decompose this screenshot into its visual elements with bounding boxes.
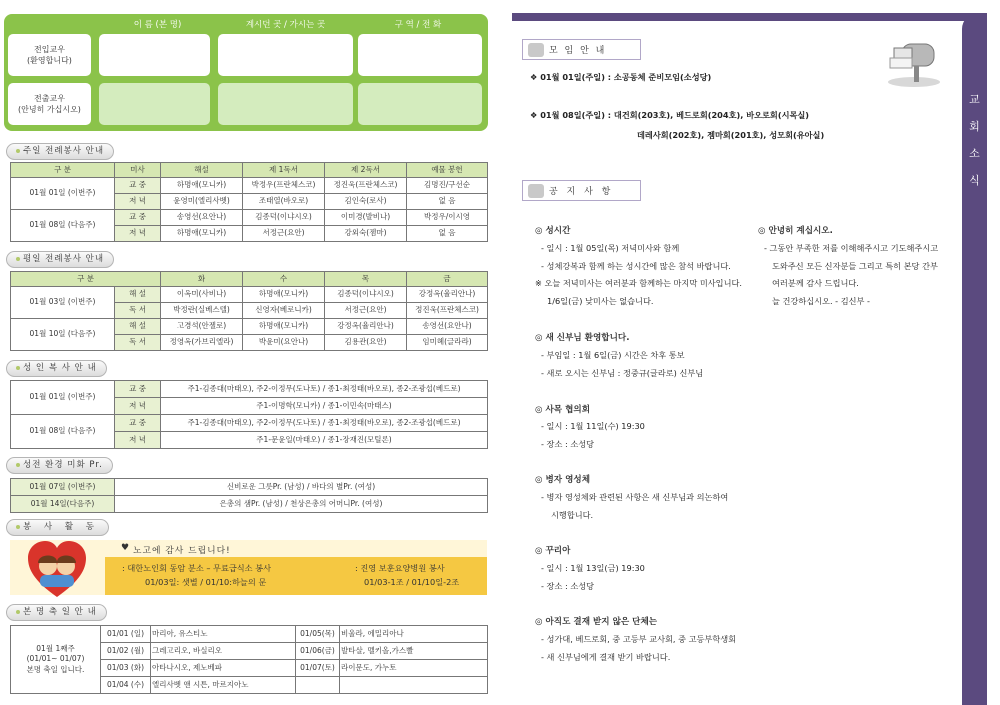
- table-cell: 박정란(실베스텔): [161, 303, 243, 319]
- table-cell: 이미경(발비나): [325, 210, 407, 226]
- welcome-label-in: 전입교우 (환영합니다): [8, 34, 91, 76]
- welcome-header-place: 계시던 곳 / 가시는 곳: [245, 20, 326, 30]
- table-cell: 저 녁: [115, 194, 161, 210]
- notice-line: - 새 신부님에게 결재 받기 바랍니다.: [541, 652, 671, 662]
- table-cell: 김인숙(로사): [325, 194, 407, 210]
- table-cell: 저 녁: [115, 432, 161, 449]
- weekday-col-header: 구 분: [11, 272, 161, 287]
- table-cell: 독 서: [115, 303, 161, 319]
- table-row-date: 01월 03일 (이번주): [11, 287, 115, 319]
- table-cell: 마리아, 유스티노: [151, 626, 296, 643]
- notice-line: - 장소 : 소성당: [541, 581, 595, 591]
- welcome-in-place[interactable]: [218, 34, 353, 76]
- sunday-col-header: 제 1독서: [243, 163, 325, 178]
- table-cell: 01/01 (일): [101, 626, 151, 643]
- table-cell: 박정우(프란체스코): [243, 178, 325, 194]
- table-cell: 01/07(토): [296, 660, 340, 677]
- table-cell: 신영자(베로니카): [243, 303, 325, 319]
- table-cell: 교 중: [115, 415, 161, 432]
- service-section-title: 봉 사 활 동: [6, 519, 109, 536]
- welcome-in-contact[interactable]: [358, 34, 482, 76]
- welcome-label-out: 전출교우 (안녕히 가십시오): [8, 83, 91, 125]
- meeting-item: ❖ 01월 01일(주일) : 소공동체 준비모임(소성당): [530, 72, 712, 82]
- table-cell: 송영선(요안나): [161, 210, 243, 226]
- notice-line: - 성체강복과 함께 하는 성시간에 많은 참석 바랍니다.: [541, 261, 731, 271]
- notice-line: 여러분께 감사 드립니다.: [772, 278, 859, 288]
- service-left-title: : 대한노인회 동암 분소 – 무료급식소 봉사: [122, 563, 272, 573]
- table-cell: 하명애(모니카): [161, 226, 243, 242]
- mailbox-icon: [884, 32, 946, 90]
- sunday-col-header: 해설: [161, 163, 243, 178]
- table-cell: 01/05(목): [296, 626, 340, 643]
- table-cell: 김용관(요안): [325, 335, 407, 351]
- table-cell: 서정근(요안): [325, 303, 407, 319]
- table-cell: 박윤미(요안나): [243, 335, 325, 351]
- altar-section-title: 성 인 복 사 안 내: [6, 360, 107, 377]
- table-row-date: 01월 07일 (이번주): [11, 479, 115, 496]
- table-cell: 하명애(모니카): [161, 178, 243, 194]
- notice-line: - 일시 : 1월 13일(금) 19:30: [541, 563, 645, 573]
- sunday-section-title: 주일 전례봉사 안내: [6, 143, 114, 160]
- heart-bullet-icon: ♥: [121, 543, 130, 553]
- table-cell: 교 중: [115, 381, 161, 398]
- top-purple-bar: [512, 13, 987, 21]
- welcome-out-contact[interactable]: [358, 83, 482, 125]
- table-cell: 강외숙(젬마): [325, 226, 407, 242]
- table-cell: 01/04 (수): [101, 677, 151, 694]
- table-row-date: 01월 08일 (다음주): [11, 415, 115, 449]
- table-row-date: 01월 01일 (이번주): [11, 178, 115, 210]
- table-cell: 발타살, 멜키올,가스빨: [340, 643, 488, 660]
- welcome-out-name[interactable]: [99, 83, 210, 125]
- weekday-col-header: 화: [161, 272, 243, 287]
- notice-line: - 새로 오시는 신부님 : 정중규(글라로) 신부님: [541, 368, 704, 378]
- table-cell: 송영선(요안나): [407, 319, 488, 335]
- table-row-date: 01월 01일 (이번주): [11, 381, 115, 415]
- table-cell: 강정옥(율리안나): [325, 319, 407, 335]
- welcome-in-name[interactable]: [99, 34, 210, 76]
- notice-line: - 일시 : 1월 05일(목) 저녁미사와 함께: [541, 243, 680, 253]
- table-cell: 해 설: [115, 319, 161, 335]
- table-cell: 해 설: [115, 287, 161, 303]
- notice-line: - 장소 : 소성당: [541, 439, 595, 449]
- notice-line: 늘 건강하십시오. - 김신부 -: [772, 296, 871, 306]
- diamond-icon: ❖: [530, 72, 541, 82]
- table-cell: 김명진/구선순: [407, 178, 488, 194]
- welcome-header-name: 이 름 (본 명): [133, 20, 182, 30]
- feast-table: [10, 625, 488, 694]
- table-cell: 정진욱(프란체스코): [325, 178, 407, 194]
- service-right-title: : 진영 보훈요양병원 봉사: [355, 563, 445, 573]
- table-cell: 서정근(요안): [243, 226, 325, 242]
- table-cell: 엘리사벳 앤 시튼, 마르지아노: [151, 677, 296, 694]
- table-cell: 교 중: [115, 210, 161, 226]
- table-cell: 주1-이명학(모니카) / 종1-이민속(마태스): [161, 398, 488, 415]
- diamond-icon: ❖: [530, 110, 541, 120]
- table-cell: 01/06(금): [296, 643, 340, 660]
- weekday-section-title: 평일 전례봉사 안내: [6, 251, 114, 268]
- table-cell: 정영옥(가브리엘라): [161, 335, 243, 351]
- table-cell: 독 서: [115, 335, 161, 351]
- notice-line: - 일시 : 1월 11일(수) 19:30: [541, 421, 645, 431]
- notice-line: 시행합니다.: [551, 510, 594, 520]
- weekday-col-header: 수: [243, 272, 325, 287]
- notice-heading: ◎ 병자 영성체: [535, 475, 590, 485]
- table-cell: 저 녁: [115, 226, 161, 242]
- table-cell: 01/02 (월): [101, 643, 151, 660]
- notice-line: 1/6일(금) 낮미사는 없습니다.: [547, 296, 654, 306]
- table-cell: 교 중: [115, 178, 161, 194]
- notice-line: - 병자 영성체와 관련된 사항은 새 신부님과 의논하여: [541, 492, 729, 502]
- table-cell: 은총의 샘Pr. (남성) / 천상은총의 어머니Pr. (여성): [115, 496, 488, 513]
- altar-table: [10, 380, 488, 449]
- table-cell: 그레고리오, 바실리오: [151, 643, 296, 660]
- table-cell: 박정우/이시영: [407, 210, 488, 226]
- notice-line: - 그동안 부족한 저를 이해해주시고 기도해주시고: [764, 243, 939, 253]
- notice-line: 도와주신 모든 신자분들 그리고 특히 본당 간부: [772, 261, 938, 271]
- table-cell: 주1-김종대(마태오), 주2-이정무(도나토) / 종1-최정태(바오로), 종2-조광섭(베드로): [161, 415, 488, 432]
- table-cell: 주1-문윤일(마태오) / 종1-장재진(모틸론): [161, 432, 488, 449]
- table-cell: 조태열(바오로): [243, 194, 325, 210]
- notice-heading: ◎ 안녕히 계십시오.: [758, 226, 833, 236]
- table-cell: 윤영미(엘리사벳): [161, 194, 243, 210]
- weekday-col-header: 금: [407, 272, 488, 287]
- notice-heading: ◎ 사목 협의회: [535, 405, 590, 415]
- notice-heading: ◎ 성시간: [535, 226, 571, 236]
- table-cell: 01/03 (화): [101, 660, 151, 677]
- notice-title-icon: [528, 184, 544, 198]
- table-cell: 하명애(모니카): [243, 319, 325, 335]
- service-right-sub: 01/03-1조 / 01/10일-2조: [364, 577, 460, 587]
- table-cell: [340, 677, 488, 694]
- welcome-header-contact: 구 역 / 전 화: [394, 20, 442, 30]
- meeting-title: 모 임 안 내: [522, 39, 641, 60]
- meeting-title-icon: [528, 43, 544, 57]
- table-cell: 정진욱(프란체스코): [407, 303, 488, 319]
- table-row-date: 01월 10일 (다음주): [11, 319, 115, 351]
- table-cell: 고경석(안젤로): [161, 319, 243, 335]
- table-cell: 강정옥(율리안나): [407, 287, 488, 303]
- table-cell: 신비로운 그릇Pr. (남성) / 바다의 별Pr. (여성): [115, 479, 488, 496]
- weekday-col-header: 목: [325, 272, 407, 287]
- service-thanks: 노고에 감사 드립니다!: [133, 546, 231, 556]
- feast-week-label: 01월 1째주 (01/01~ 01/07) 본명 축일 입니다.: [11, 626, 101, 694]
- table-cell: 주1-김종대(마태오), 주2-이정무(도나토) / 종1-최정태(바오로), 종2-조광섭(베드로): [161, 381, 488, 398]
- notice-heading: ◎ 새 신부님 환영합니다.: [535, 333, 630, 343]
- table-cell: 하명애(모니카): [243, 287, 325, 303]
- sunday-col-header: 구 분: [11, 163, 115, 178]
- sunday-col-header: 미사: [115, 163, 161, 178]
- table-row-date: 01월 08일 (다음주): [11, 210, 115, 242]
- adoration-section-title: 성전 환경 미화 Pr.: [6, 457, 113, 474]
- meeting-item: ❖ 01월 08일(주일) : 대건회(203호), 베드로회(204호), 바오로회(시목실): [530, 110, 810, 120]
- side-title: 교 회 소 식: [969, 93, 980, 187]
- table-cell: 임미혜(글라라): [407, 335, 488, 351]
- table-cell: 없 음: [407, 226, 488, 242]
- table-cell: 저 녁: [115, 398, 161, 415]
- table-cell: [296, 677, 340, 694]
- notice-title: 공 지 사 항: [522, 180, 641, 201]
- table-cell: 김종덕(이냐시오): [325, 287, 407, 303]
- notice-line: - 성가대, 베드로회, 중 고등부 교사회, 중 고등부학생회: [541, 634, 737, 644]
- service-left-sub: 01/03일: 샛별 / 01/10:하늘의 문: [145, 577, 267, 587]
- meeting-item: 데레사회(202호), 젬마회(201호), 성모회(유아실): [637, 130, 825, 140]
- table-cell: 아타나시오, 제노베파: [151, 660, 296, 677]
- table-cell: 라이문도, 가누토: [340, 660, 488, 677]
- adoration-table: [10, 478, 488, 513]
- table-row-date: 01월 14일(다음주): [11, 496, 115, 513]
- sunday-col-header: 제 2독서: [325, 163, 407, 178]
- table-cell: 이옥미(사비나): [161, 287, 243, 303]
- sunday-table: [10, 162, 488, 242]
- table-cell: 없 음: [407, 194, 488, 210]
- notice-line: ※ 오늘 저녁미사는 여러분과 함께하는 마지막 미사입니다.: [535, 278, 742, 288]
- notice-heading: ◎ 아직도 결재 받지 않은 단체는: [535, 617, 658, 627]
- sunday-col-header: 예물 봉헌: [407, 163, 488, 178]
- weekday-table: [10, 271, 488, 351]
- table-cell: 비울라, 에밀리아나: [340, 626, 488, 643]
- notice-heading: ◎ 꾸리아: [535, 546, 571, 556]
- notice-line: - 부임일 : 1월 6일(금) 시간은 차후 통보: [541, 350, 685, 360]
- heart-illustration: [26, 539, 88, 601]
- welcome-out-place[interactable]: [218, 83, 353, 125]
- table-cell: 김종덕(이냐시오): [243, 210, 325, 226]
- feast-section-title: 본 명 축 일 안 내: [6, 604, 107, 621]
